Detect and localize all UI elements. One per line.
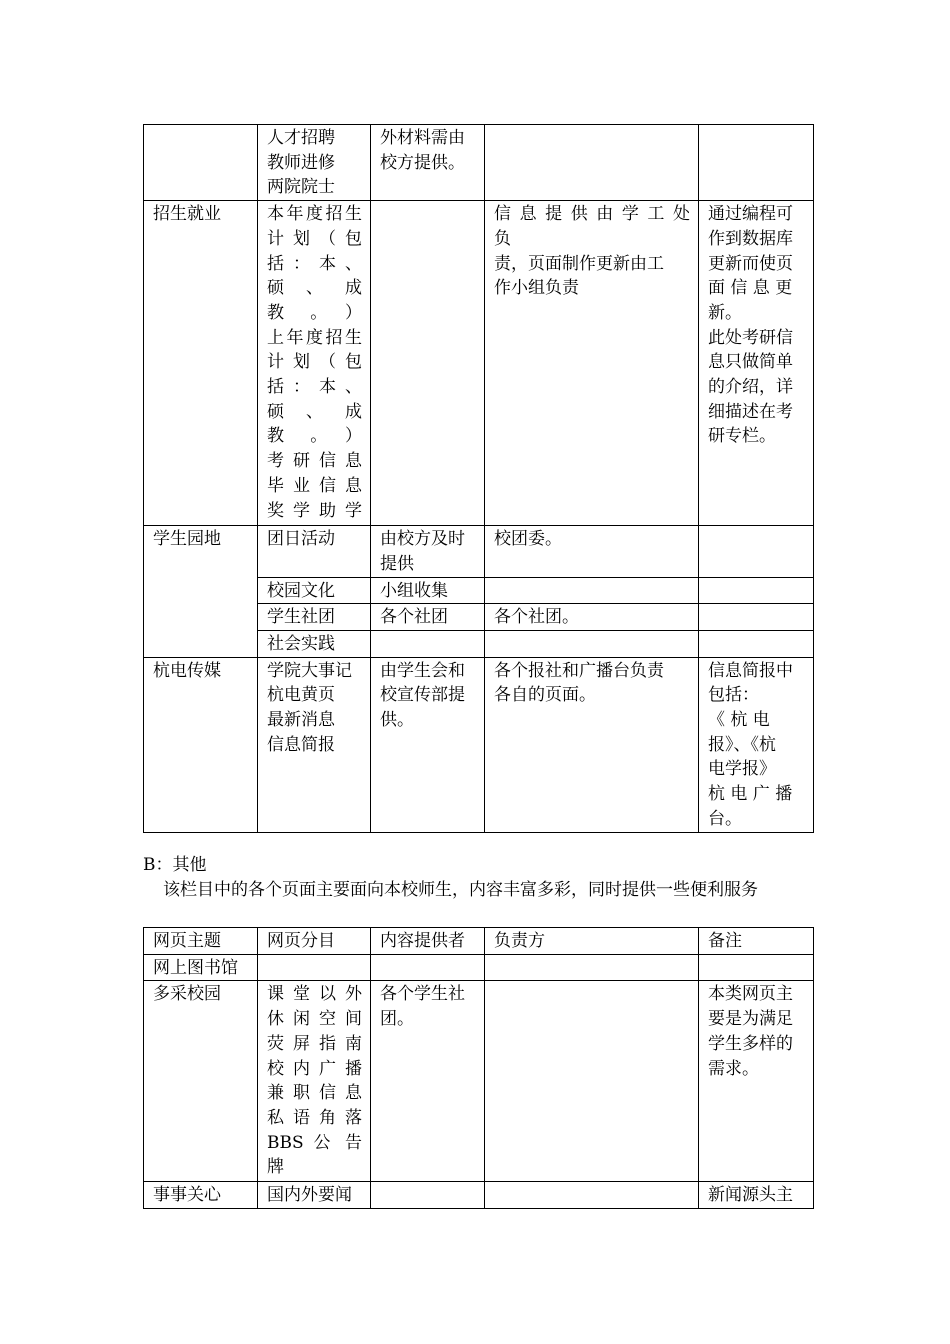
table-cell: 杭电传媒	[144, 657, 258, 832]
table-cell: 信息简报中 包括： 《 杭 电 报》、《杭 电学报》 杭 电 广 播 台。	[699, 657, 814, 832]
table-row	[144, 526, 814, 577]
table-cell: 人才招聘 教师进修 两院院士	[258, 125, 371, 201]
section-intro: 该栏目中的各个页面主要面向本校师生，内容丰富多彩，同时提供一些便利服务	[163, 880, 758, 900]
table-row	[144, 657, 814, 832]
column-header: 备注	[699, 928, 814, 955]
table-cell: 各个社团	[371, 604, 485, 631]
table-cell	[699, 604, 814, 631]
table-cell	[699, 125, 814, 201]
table-row	[144, 1182, 814, 1209]
table-cell: 校园文化	[258, 577, 371, 604]
table-cell	[371, 1182, 485, 1209]
column-header: 网页主题	[144, 928, 258, 955]
table-cell	[371, 630, 485, 657]
table-cell: 国内外要闻	[258, 1182, 371, 1209]
plan-table-continued	[143, 124, 814, 833]
table-cell: 事事关心	[144, 1182, 258, 1209]
table-cell	[485, 1182, 699, 1209]
table-cell: 学生园地	[144, 526, 258, 658]
table-cell	[485, 981, 699, 1182]
table-cell: 学院大事记 杭电黄页 最新消息 信息简报	[258, 657, 371, 832]
table-cell: 招生就业	[144, 201, 258, 526]
table-cell: 网上图书馆	[144, 954, 258, 981]
section-heading: B：其他	[143, 855, 207, 875]
table-cell	[485, 630, 699, 657]
table-cell	[485, 125, 699, 201]
table-cell: 各个报社和广播台负责 各自的页面。	[485, 657, 699, 832]
table-cell	[699, 954, 814, 981]
table-cell: 各个社团。	[485, 604, 699, 631]
table-cell	[371, 201, 485, 526]
table-cell: 由学生会和 校宣传部提 供。	[371, 657, 485, 832]
table-cell: 多采校园	[144, 981, 258, 1182]
table-cell: 通过编程可 作到数据库 更新而使页 面 信 息 更 新。 此处考研信 息只做简单 的介绍，详 细描述在考 研专栏。	[699, 201, 814, 526]
table-cell: 小组收集	[371, 577, 485, 604]
table-cell	[258, 954, 371, 981]
table-cell: 学生社团	[258, 604, 371, 631]
table-cell: 社会实践	[258, 630, 371, 657]
table-row	[144, 954, 814, 981]
table-cell	[699, 577, 814, 604]
table-header-row	[144, 928, 814, 955]
table-row	[144, 201, 814, 526]
table-row	[144, 981, 814, 1182]
table-cell: 信 息 提 供 由 学 工 处 负 责，页面制作更新由工 作小组负责	[485, 201, 699, 526]
column-header: 网页分目	[258, 928, 371, 955]
table-cell: 课堂以外 休闲空间 荧屏指南 校内广播 兼职信息 私 语 角 落 BBS 公 告 牌	[258, 981, 371, 1182]
table-cell	[699, 630, 814, 657]
table-cell: 校团委。	[485, 526, 699, 577]
table-cell: 由校方及时 提供	[371, 526, 485, 577]
table-row	[144, 125, 814, 201]
column-header: 负责方	[485, 928, 699, 955]
table-cell	[699, 526, 814, 577]
table-cell: 各个学生社 团。	[371, 981, 485, 1182]
table-cell: 外材料需由 校方提供。	[371, 125, 485, 201]
other-pages-table	[143, 927, 814, 1209]
table-cell	[485, 954, 699, 981]
table-cell: 新闻源头主	[699, 1182, 814, 1209]
table-cell: 本年度招生 计 划 （ 包 括 ： 本 、 硕 、 成 教。） 上年度招生 计 划 （ 包 括 ： 本 、 硕 、 成 教。） 考研信息 毕业信息 奖学助学	[258, 201, 371, 526]
table-cell	[485, 577, 699, 604]
table-cell	[371, 954, 485, 981]
table-cell: 本类网页主 要是为满足 学生多样的 需求。	[699, 981, 814, 1182]
column-header: 内容提供者	[371, 928, 485, 955]
table-cell: 团日活动	[258, 526, 371, 577]
table-cell	[144, 125, 258, 201]
